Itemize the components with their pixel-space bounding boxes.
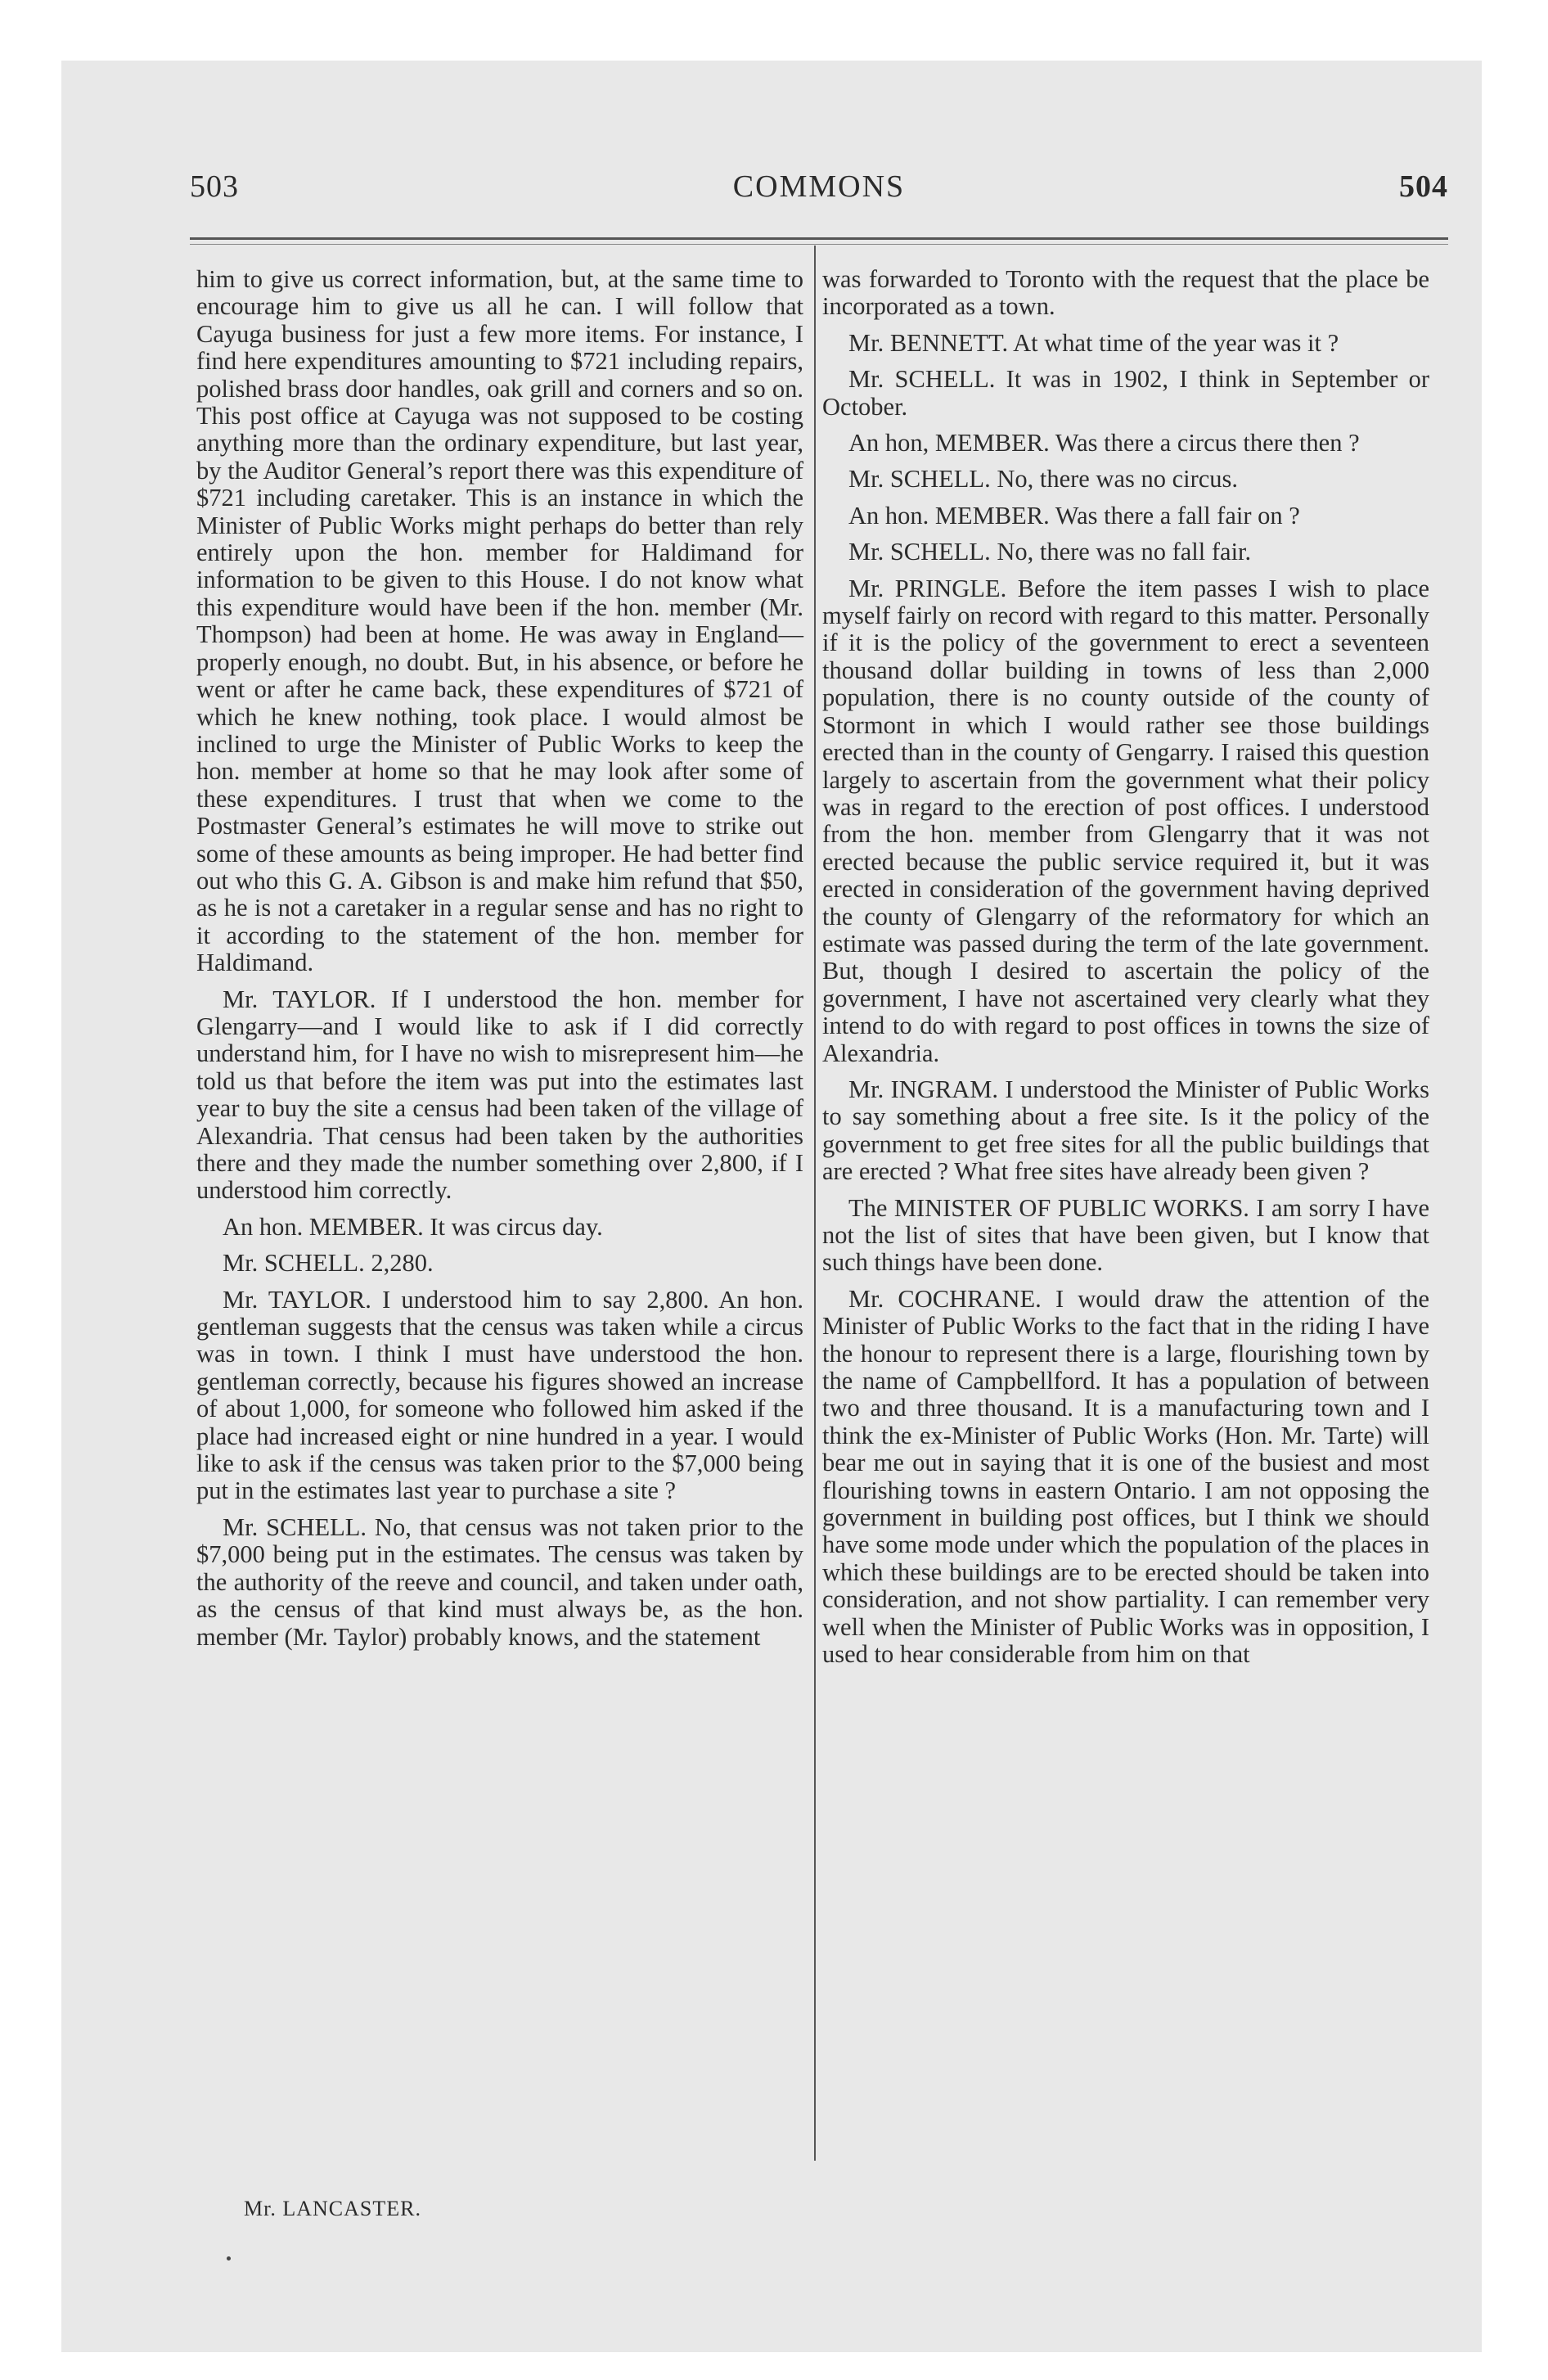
column-divider (814, 246, 816, 2161)
paragraph: Mr. SCHELL. 2,280. (223, 1249, 434, 1278)
header-rule (190, 237, 1448, 240)
paragraph: Mr. SCHELL. No, there was no circus. (848, 465, 1239, 494)
continuation-speaker: Mr. LANCASTER. (244, 2197, 421, 2220)
paragraph: Mr. SCHELL. It was in 1902, I think in September or October. (822, 365, 1429, 421)
page-number-right: 504 (1399, 169, 1448, 204)
paragraph: Mr. BENNETT. At what time of the year was it ? (848, 328, 1339, 357)
page-header (190, 169, 1448, 210)
paragraph: Mr. TAYLOR. I understood him to say 2,800. An hon. gentleman suggests that the census was taken while a circus was in town. I think I must have understood the hon. gentleman correctly, because his figures showed an increase of about 1,000, for someone who followed him asked if the place had increased eight or nine hundred in a year. I would like to ask if the census was taken prior to the $7,000 being put in the estimates last year to purchase a site ? (196, 1285, 803, 1505)
header-rule-thin (190, 244, 1448, 245)
ink-speck (227, 2256, 231, 2261)
page-title: COMMONS (732, 169, 906, 204)
paragraph: An hon. MEMBER. Was there a fall fair on ? (848, 501, 1300, 530)
paragraph: An hon, MEMBER. Was there a circus there then ? (848, 429, 1360, 458)
paragraph: Mr. INGRAM. I understood the Minister of Public Works to say something about a free site. Is it the policy of the government to get free sites for all the public buildings that are erected ? What free sites have already been given ? (822, 1075, 1429, 1186)
paragraph: was forwarded to Toronto with the request that the place be incorporated as a town. (822, 265, 1429, 321)
paragraph: The MINISTER OF PUBLIC WORKS. I am sorry I have not the list of sites that have been given, but I know that such things have been done. (822, 1193, 1429, 1277)
paragraph: him to give us correct information, but, at the same time to encourage him to give us all he can. I will follow that Cayuga business for just a few more items. For instance, I find here expenditures amounting to $721 including repairs, polished brass door handles, oak grill and corners and so on. This post office at Cayuga was not supposed to be costing anything more than the ordinary expenditure, but last year, by the Auditor General’s report there was this expenditure of $721 including caretaker. This is an instance in which the Minister of Public Works might perhaps do better than rely entirely upon the hon. member for Haldimand for information to be given to this House. I do not know what this expenditure would have been if the hon. member (Mr. Thompson) had been at home. He was away in England—properly enough, no doubt. But, in his absence, or before he went or after he came back, these expenditures of $721 of which he knew nothing, took place. I would almost be inclined to urge the Minister of Public Works to keep the hon. member at home so that he may look after some of these expenditures. I trust that when we come to the Postmaster General’s estimates he will move to strike out some of these amounts as being improper. He had better find out who this G. A. Gibson is and make him refund that $50, as he is not a caretaker in a regular sense and has no right to it according to the statement of the hon. member for Haldimand. (196, 265, 803, 977)
paragraph: An hon. MEMBER. It was circus day. (223, 1212, 603, 1241)
paragraph: Mr. SCHELL. No, there was no fall fair. (848, 538, 1252, 566)
paragraph: Mr. SCHELL. No, that census was not taken prior to the $7,000 being put in the estimates. The census was taken by the authority of the reeve and council, and taken under oath, as the census of that kind must always be, as the hon. member (Mr. Taylor) probably knows, and the statement (196, 1512, 803, 1651)
page-number-left: 503 (190, 169, 239, 204)
right-column (822, 266, 1429, 1678)
paragraph: Mr. COCHRANE. I would draw the attention of the Minister of Public Works to the fact that in the riding I have the honour to represent there is a large, flourishing town by the name of Campbellford. It has a population of between two and three thousand. It is a manufacturing town and I think the ex-Minister of Public Works (Hon. Mr. Tarte) will bear me out in saying that it is one of the busiest and most flourishing towns in eastern Ontario. I am not opposing the government in building post offices, but I think we should have some mode under which the population of the places in which these buildings are to be erected should be taken into consideration, and not show partiality. I can remember very well when the Minister of Public Works was in opposition, I used to hear considerable from him on that (822, 1284, 1429, 1669)
paragraph: Mr. TAYLOR. If I understood the hon. member for Glengarry—and I would like to ask if I did correctly understand him, for I have no wish to misrepresent him—he told us that before the item was put into the estimates last year to buy the site a census had been taken of the village of Alexandria. That census had been taken by the authorities there and they made the number something over 2,800, if I understood him correctly. (196, 985, 803, 1205)
left-column (196, 266, 803, 1660)
paragraph: Mr. PRINGLE. Before the item passes I wish to place myself fairly on record with regard to this matter. Personally if it is the policy of the government to erect a seventeen thousand dollar building in towns of less than 2,000 population, there is no county outside of the county of Stormont in which I would rather see those buildings erected than in the county of Gengarry. I raised this question largely to ascertain from the government what their policy was in regard to the erection of post offices. I understood from the hon. member from Glengarry that it was not erected because the public service required it, but it was erected in consideration of the government having deprived the county of Glengarry of the reformatory for which an estimate was passed during the term of the late government. But, though I desired to ascertain the policy of the government, I have not ascertained very clearly what they intend to do with regard to post offices in towns the size of Alexandria. (822, 574, 1429, 1067)
